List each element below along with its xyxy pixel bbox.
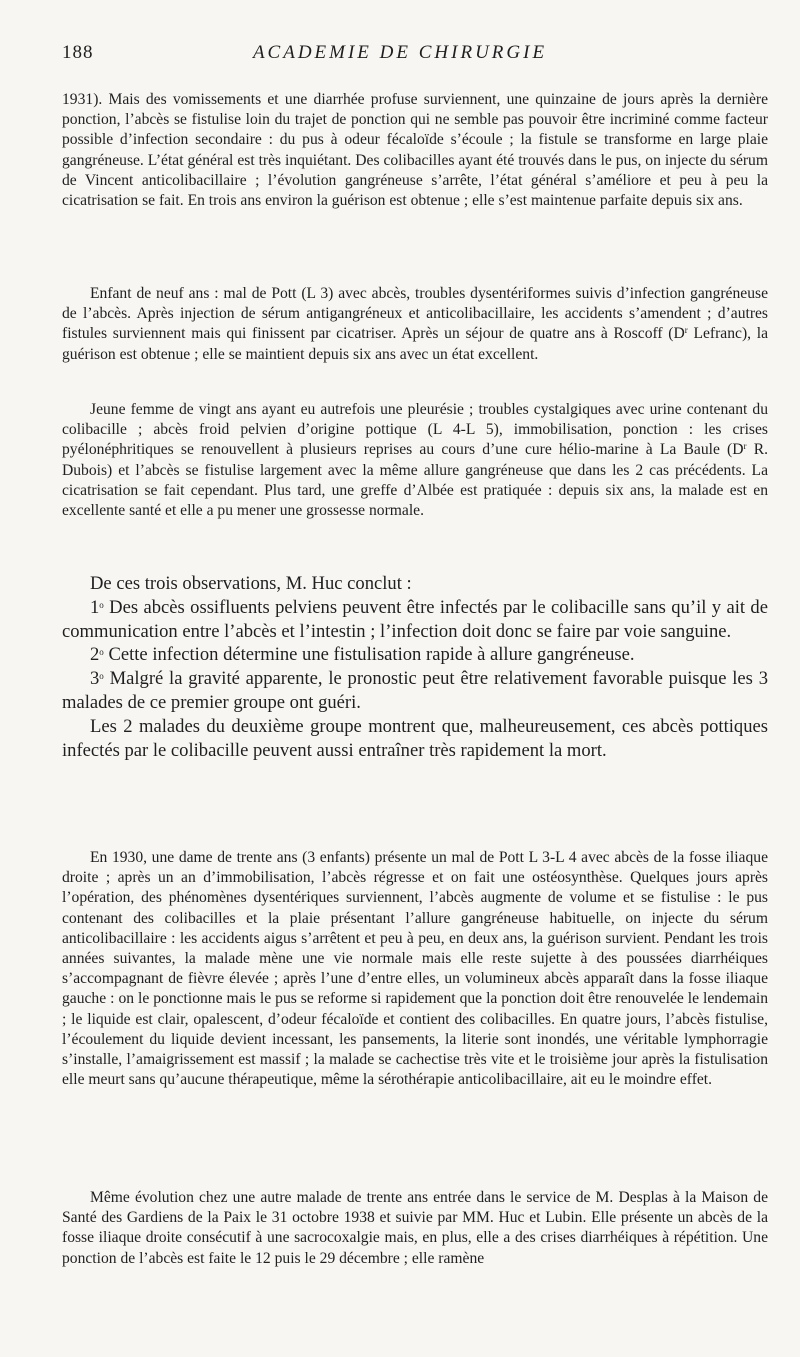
- conclusion-3-text: Malgré la gravité apparente, le pronostic peut être relativement favorable puisque les 3 malades de ce premier groupe ont guéri.: [62, 668, 768, 713]
- paragraph-case-child: [62, 284, 768, 365]
- conclusion-1-number: 1: [90, 596, 100, 618]
- case-child-text-1: Enfant de neuf ans : mal de Pott (L 3) avec abcès, troubles dysentériformes suivis d’infection gangréneuse de l’abcès. Après injection de sérum antigangréneux et anticolibacillaire, les accidents s’amendent ; d’autres fistules surviennent mais qui finissent par cicatriser. Après un séjour de quatre ans à Roscoff (D: [62, 285, 768, 343]
- conclusions: [62, 572, 768, 762]
- page-number: 188: [62, 42, 94, 63]
- paragraph-case-woman: [62, 400, 768, 521]
- journal-title: ACADEMIE DE CHIRURGIE: [252, 42, 548, 63]
- conclusion-1-text: Des abcès ossifluents pelviens peuvent être infectés par le colibacille sans qu’il y ait de communication entre l’abcès et l’intestin ; l’infection doit donc se faire par voie sanguine.: [62, 596, 768, 642]
- case-woman-text-2: R. Dubois) et l’abcès se fistulise largement avec la même allure gangréneuse que dans les 2 cas précédents. La cicatrisation se fait cependant. Plus tard, une greffe d’Albée est pratiquée : depuis six ans, la malade est en excellente santé et elle a pu mener une grossesse normale.: [62, 441, 768, 520]
- conclusion-3-number: 3: [90, 668, 100, 690]
- paragraph-case-1930: En 1930, une dame de trente ans (3 enfants) présente un mal de Pott L 3-L 4 avec abcès de la fosse iliaque droite ; après un an d’immobilisation, l’abcès régresse et on fait une ostéosynthèse. Quelques jours après l’opération, des phénomènes dysentériques surviennent, l’abcès augmente de volume et se fistulise : le pus contenant des colibacilles et la plaie présentant l’allure gangréneuse habituelle, on injecte du sérum anticolibacillaire : les accidents aigus s’arrêtent et peu à peu, en deux ans, la guérison survient. Pendant les trois années suivantes, la malade mène une vie normale mais elle reste sujette à des poussées diarrhéiques s’accompagnant de fièvre élevée ; après l’une d’entre elles, un volumineux abcès apparaît dans la fosse iliaque gauche : on le ponctionne mais le pus se reforme si rapidement que la ponction doit être renouvelée le lendemain ; le liquide est clair, opalescent, d’odeur fécaloïde et contient des colibacilles. En quatre jours, l’abcès fistulise, l’écoulement du liquide devient incessant, les pansements, la literie sont inondés, une véritable lymphorragie s’installe, l’amaigrissement est massif ; la malade se cachectise très vite et le troisième jour après la fistulisation elle meurt sans qu’aucune thérapeutique, même la sérothérapie anticolibacillaire, ait eu le moindre effet.: [62, 849, 768, 1089]
- conclusion-3-sup: o: [99, 671, 104, 682]
- case-woman-sup: r: [743, 441, 747, 452]
- case-child-sup: r: [684, 325, 688, 336]
- case-child-text-2: Lefranc), la guérison est obtenue ; elle se maintient depuis six ans avec un état excellent.: [62, 325, 769, 363]
- conclusion-second-group: Les 2 malades du deuxième groupe montrent que, malheureusement, ces abcès pottiques infectés par le colibacille peuvent aussi entraîner très rapidement la mort.: [62, 715, 768, 761]
- conclusion-1: [62, 596, 768, 644]
- conclusion-2-number: 2: [90, 644, 100, 666]
- paragraph-continuation: 1931). Mais des vomissements et une diarrhée profuse surviennent, une quinzaine de jours après la dernière ponction, l’abcès se fistulise loin du trajet de ponction qui ne semble pas pouvoir être incriminé comme facteur possible d’infection secondaire : du pus à odeur fécaloïde s’écoule ; la fistule se transforme en large plaie gangréneuse. L’état général est très inquiétant. Des colibacilles ayant été trouvés dans le pus, on injecte du sérum de Vincent anticolibacillaire ; l’évolution gangréneuse s’arrête, l’état général s’améliore et peu à peu la cicatrisation se fait. En trois ans environ la guérison est obtenue ; elle s’est maintenue parfaite depuis six ans.: [62, 91, 768, 210]
- conclusion-3: [62, 667, 768, 715]
- conclusion-2-text: Cette infection détermine une fistulisation rapide à allure gangréneuse.: [103, 644, 635, 666]
- paragraph-case-1938: Même évolution chez une autre malade de trente ans entrée dans le service de M. Desplas à la Maison de Santé des Gardiens de la Paix le 31 octobre 1938 et suivie par MM. Huc et Lubin. Elle présente un abcès de la fosse iliaque droite consécutif à une sacrocoxalgie mais, en plus, elle a des crises diarrhéiques à répétition. Une ponction de l’abcès est faite le 12 puis le 29 décembre ; elle ramène: [62, 1189, 768, 1267]
- case-woman-text-1: Jeune femme de vingt ans ayant eu autrefois une pleurésie ; troubles cystalgiques avec urine contenant du colibacille ; abcès froid pelvien d’origine pottique (L 4-L 5), immobilisation, ponction : les crises pyélonéphritiques se renouvellent à plusieurs reprises au cours d’une cure hélio-marine à La Baule (D: [62, 401, 768, 459]
- conclusion-2: [62, 643, 768, 667]
- conclusion-1-sup: o: [99, 599, 104, 610]
- conclusion-intro: De ces trois observations, M. Huc conclut :: [90, 573, 412, 594]
- conclusion-2-sup: o: [99, 647, 104, 658]
- running-head: [62, 42, 738, 70]
